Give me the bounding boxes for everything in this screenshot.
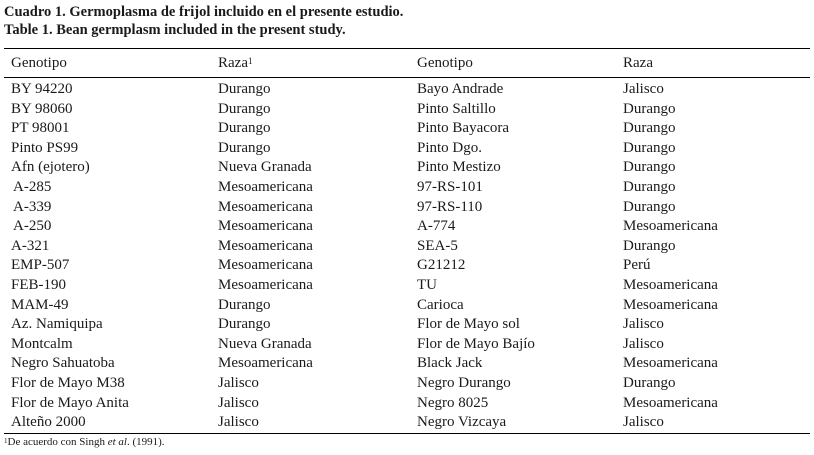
raza-cell: Nueva Granada: [218, 335, 312, 352]
table-row: [0, 256, 814, 276]
table-row: [0, 217, 814, 237]
raza-cell: Mesoamericana: [218, 276, 313, 293]
raza-cell: Mesoamericana: [218, 257, 313, 274]
table-row: [0, 158, 814, 178]
raza-cell: Jalisco: [218, 414, 259, 431]
raza-cell: Jalisco: [623, 316, 664, 333]
genotipo-cell: TU: [417, 276, 437, 293]
raza-cell: Durango: [218, 81, 271, 97]
genotipo-cell: Flor de Mayo Bajío: [417, 335, 535, 352]
footnote-marker: 1: [247, 56, 253, 66]
genotipo-cell: EMP-507: [11, 257, 70, 274]
table-row: [0, 119, 814, 139]
raza-cell: Durango: [218, 100, 271, 117]
raza-cell: Durango: [218, 296, 271, 313]
raza-cell: Durango: [623, 100, 676, 117]
footnote-mark: 1: [4, 437, 8, 445]
table-row: [0, 178, 814, 198]
table-row: [0, 413, 814, 433]
genotipo-cell: FEB-190: [11, 276, 67, 293]
header-raza-left: [218, 55, 252, 72]
genotipo-cell: A-285: [13, 178, 52, 195]
raza-cell: Mesoamericana: [218, 218, 313, 235]
footnote-etal: et al: [107, 436, 127, 448]
genotipo-cell: MAM-49: [11, 296, 69, 313]
raza-cell: Mesoamericana: [623, 276, 718, 293]
header-raza-right: Raza: [623, 55, 653, 71]
raza-cell: Mesoamericana: [218, 178, 313, 195]
genotipo-cell: Flor de Mayo sol: [417, 316, 520, 333]
raza-cell: Jalisco: [623, 81, 664, 97]
raza-cell: Mesoamericana: [623, 355, 718, 372]
raza-cell: Durango: [623, 139, 676, 156]
table-row: [0, 315, 814, 335]
genotipo-cell: Az. Namiquipa: [11, 316, 103, 333]
footnote-prefix: De acuerdo con Singh: [7, 436, 108, 448]
raza-cell: Jalisco: [623, 414, 664, 431]
raza-cell: Durango: [218, 120, 271, 137]
raza-cell: Jalisco: [218, 394, 259, 411]
raza-cell: Durango: [623, 178, 676, 195]
table-row: [0, 100, 814, 120]
raza-cell: Mesoamericana: [218, 355, 313, 372]
raza-cell: Durango: [218, 139, 271, 156]
raza-cell: Durango: [623, 120, 676, 137]
genotipo-cell: 97-RS-110: [417, 198, 483, 215]
raza-cell: Mesoamericana: [218, 237, 313, 254]
raza-cell: Mesoamericana: [623, 218, 718, 235]
genotipo-cell: Carioca: [417, 296, 464, 313]
genotipo-cell: Flor de Mayo Anita: [11, 394, 129, 411]
genotipo-cell: Negro Sahuatoba: [11, 355, 115, 372]
table-bottom-rule: [4, 433, 810, 434]
header-rule: [4, 77, 810, 78]
genotipo-cell: Negro 8025: [417, 394, 489, 411]
genotipo-cell: Pinto Bayacora: [417, 120, 510, 137]
genotipo-cell: Pinto Dgo.: [417, 139, 483, 156]
raza-cell: Durango: [623, 198, 676, 215]
raza-cell: Nueva Granada: [218, 159, 312, 176]
table-row: [0, 80, 814, 100]
table-row: [0, 237, 814, 257]
raza-cell: Durango: [623, 374, 676, 391]
raza-cell: Mesoamericana: [623, 296, 718, 313]
genotipo-cell: A-321: [11, 237, 50, 254]
genotipo-cell: BY 94220: [11, 81, 73, 97]
genotipo-cell: BY 98060: [11, 100, 73, 117]
table-body: [0, 80, 814, 433]
genotipo-cell: Black Jack: [417, 355, 483, 372]
table-row: [0, 198, 814, 218]
genotipo-cell: G21212: [417, 257, 466, 274]
header-genotipo-right: Genotipo: [417, 55, 473, 71]
table-top-rule: [4, 48, 810, 49]
genotipo-cell: Pinto Mestizo: [417, 159, 501, 176]
table-row: [0, 139, 814, 159]
genotipo-cell: SEA-5: [417, 237, 458, 254]
header-genotipo-left: Genotipo: [11, 55, 67, 71]
header-raza-left-label: Raza: [218, 55, 248, 71]
raza-cell: Durango: [623, 159, 676, 176]
genotipo-cell: Alteño 2000: [11, 414, 86, 431]
raza-cell: Durango: [623, 237, 676, 254]
genotipo-cell: Pinto Saltillo: [417, 100, 496, 117]
genotipo-cell: Pinto PS99: [11, 139, 79, 156]
genotipo-cell: Afn (ejotero): [11, 159, 90, 176]
table-row: [0, 394, 814, 414]
genotipo-cell: PT 98001: [11, 120, 70, 137]
raza-cell: Perú: [623, 257, 651, 274]
table-row: [0, 276, 814, 296]
raza-cell: Durango: [218, 316, 271, 333]
footnote-suffix: . (1991).: [126, 436, 165, 448]
raza-cell: Mesoamericana: [218, 198, 313, 215]
genotipo-cell: Bayo Andrade: [417, 81, 504, 97]
genotipo-cell: A-774: [417, 218, 456, 235]
table-row: [0, 296, 814, 316]
genotipo-cell: Montcalm: [11, 335, 73, 352]
genotipo-cell: Negro Vizcaya: [417, 414, 507, 431]
table-footnote: [4, 436, 165, 449]
raza-cell: Jalisco: [218, 374, 259, 391]
table-caption-english: Table 1. Bean germplasm included in the present study.: [4, 22, 346, 38]
genotipo-cell: A-250: [13, 218, 52, 235]
genotipo-cell: Negro Durango: [417, 374, 511, 391]
raza-cell: Jalisco: [623, 335, 664, 352]
table-row: [0, 374, 814, 394]
genotipo-cell: A-339: [13, 198, 52, 215]
table-row: [0, 335, 814, 355]
raza-cell: Mesoamericana: [623, 394, 718, 411]
table-row: [0, 354, 814, 374]
genotipo-cell: 97-RS-101: [417, 178, 483, 195]
table-caption-spanish: Cuadro 1. Germoplasma de frijol incluido en el presente estudio.: [4, 4, 404, 20]
genotipo-cell: Flor de Mayo M38: [11, 374, 125, 391]
